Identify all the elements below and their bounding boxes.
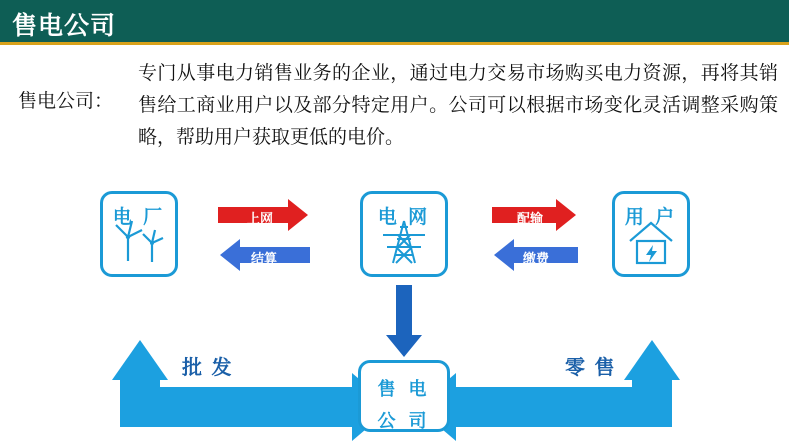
header-divider [0, 42, 789, 45]
transmission-tower-icon [363, 217, 445, 270]
flow-diagram [0, 175, 789, 444]
node-retail-company[interactable] [358, 360, 450, 432]
node-retail-company-label-line1: 售 电 [377, 379, 431, 399]
label-wholesale: 批 发 [182, 357, 234, 379]
node-power-grid-label: 电 网 [377, 207, 431, 228]
label-retail: 零 售 [565, 357, 617, 379]
node-retail-company-label-line2: 公 司 [377, 411, 431, 431]
arrow-retail [416, 340, 680, 441]
page-title: 售电公司 [12, 12, 117, 40]
node-end-user-label: 用 户 [624, 207, 678, 228]
node-end-user[interactable] [612, 191, 690, 277]
node-power-grid[interactable] [360, 191, 448, 277]
flow-label-distribution: 配输 [516, 211, 543, 226]
node-power-plant[interactable] [100, 191, 178, 277]
flow-label-settlement: 结算 [250, 251, 277, 266]
flow-label-on-grid: 上网 [246, 211, 273, 226]
arrow-grid-to-retail [386, 285, 422, 357]
intro-paragraph: 专门从事电力销售业务的企业，通过电力交易市场购买电力资源，再将其销售给工商业用户以及部分特定用户。公司可以根据市场变化灵活调整采购策略，帮助用户获取更低的电价。 [138, 63, 778, 148]
flow-label-payment: 缴费 [522, 251, 549, 266]
node-power-plant-label: 电 厂 [112, 207, 166, 228]
house-icon [615, 217, 687, 270]
arrow-wholesale [112, 340, 392, 441]
intro-label: 售电公司： [18, 91, 114, 112]
wind-turbine-icon [103, 217, 175, 270]
header-band [0, 0, 789, 42]
